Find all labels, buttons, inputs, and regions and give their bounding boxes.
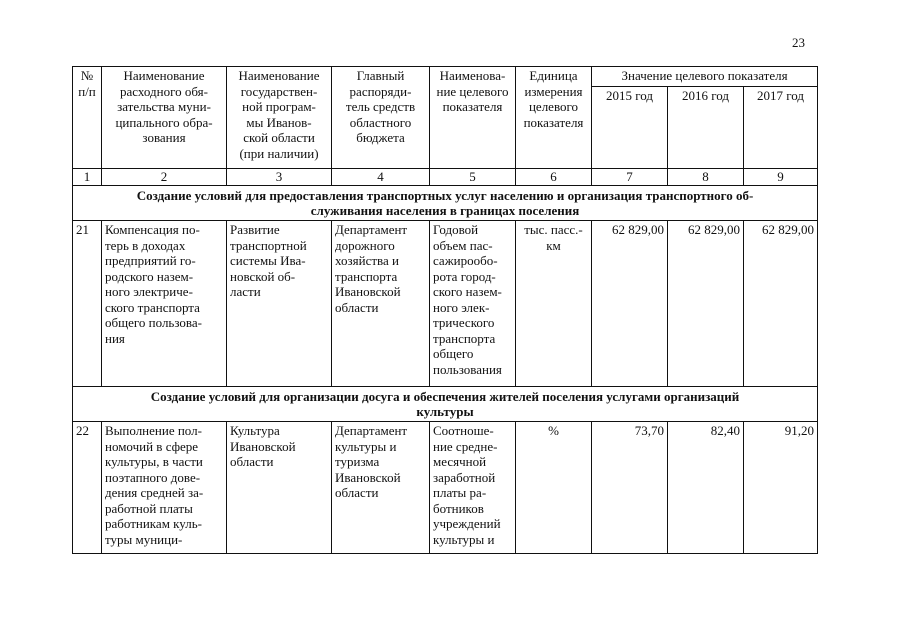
unit-cell: % xyxy=(516,422,592,554)
row-number: 21 xyxy=(73,221,102,387)
header-year-2016: 2016 год xyxy=(668,87,744,169)
page-number: 23 xyxy=(792,35,805,50)
header-unit: Единица измерения целевого показателя xyxy=(516,67,592,169)
column-number: 6 xyxy=(516,169,592,186)
header-year-2017: 2017 год xyxy=(744,87,818,169)
column-number: 8 xyxy=(668,169,744,186)
value-2017-cell: 91,20 xyxy=(744,422,818,554)
table-row xyxy=(73,221,818,387)
column-number: 3 xyxy=(227,169,332,186)
value-2016-cell: 82,40 xyxy=(668,422,744,554)
target-indicators-table xyxy=(72,66,818,554)
table-row xyxy=(73,422,818,554)
obligation-cell: Компенсация по- терь в доходах предприятий го- родского назем- ного электриче- ского транспорта общего пользова- ния xyxy=(102,221,227,387)
program-cell: Развитие транспортной системы Ива- новской об- ласти xyxy=(227,221,332,387)
obligation-cell: Выполнение пол- номочий в сфере культуры, в части поэтапного дове- дения средней за- работной платы работникам куль- туры муници- xyxy=(102,422,227,554)
column-number: 1 xyxy=(73,169,102,186)
header-manager: Главный распоряди- тель средств областного бюджета xyxy=(332,67,430,169)
section-heading-row xyxy=(73,186,818,221)
header-number: № п/п xyxy=(73,67,102,169)
value-2017-cell: 62 829,00 xyxy=(744,221,818,387)
manager-cell: Департамент культуры и туризма Ивановской области xyxy=(332,422,430,554)
column-number: 5 xyxy=(430,169,516,186)
header-indicator: Наименова- ние целевого показателя xyxy=(430,67,516,169)
unit-cell: тыс. пасс.- км xyxy=(516,221,592,387)
indicator-cell: Годовой объем пас- сажирообо- рота город- ского назем- ного элек- трического транспорта общего пользования xyxy=(430,221,516,387)
header-obligation: Наименование расходного обя- зательства муни- ципального обра- зования xyxy=(102,67,227,169)
program-cell: Культура Ивановской области xyxy=(227,422,332,554)
value-2015-cell: 73,70 xyxy=(592,422,668,554)
column-number: 9 xyxy=(744,169,818,186)
section-title-culture: Создание условий для организации досуга и обеспечения жителей поселения услугами организаций культуры xyxy=(73,387,818,422)
header-year-2015: 2015 год xyxy=(592,87,668,169)
header-target-value-group: Значение целевого показателя xyxy=(592,67,818,87)
indicator-cell: Соотноше- ние средне- месячной заработной платы ра- ботников учреждений культуры и xyxy=(430,422,516,554)
column-number: 4 xyxy=(332,169,430,186)
manager-cell: Департамент дорожного хозяйства и транспорта Ивановской области xyxy=(332,221,430,387)
row-number: 22 xyxy=(73,422,102,554)
header-program: Наименование государствен- ной програм- мы Иванов- ской области (при наличии) xyxy=(227,67,332,169)
column-number: 2 xyxy=(102,169,227,186)
section-heading-row xyxy=(73,387,818,422)
value-2016-cell: 62 829,00 xyxy=(668,221,744,387)
column-number: 7 xyxy=(592,169,668,186)
section-title-transport: Создание условий для предоставления транспортных услуг населению и организация транспортного об- служивания населения в границах поселения xyxy=(73,186,818,221)
value-2015-cell: 62 829,00 xyxy=(592,221,668,387)
